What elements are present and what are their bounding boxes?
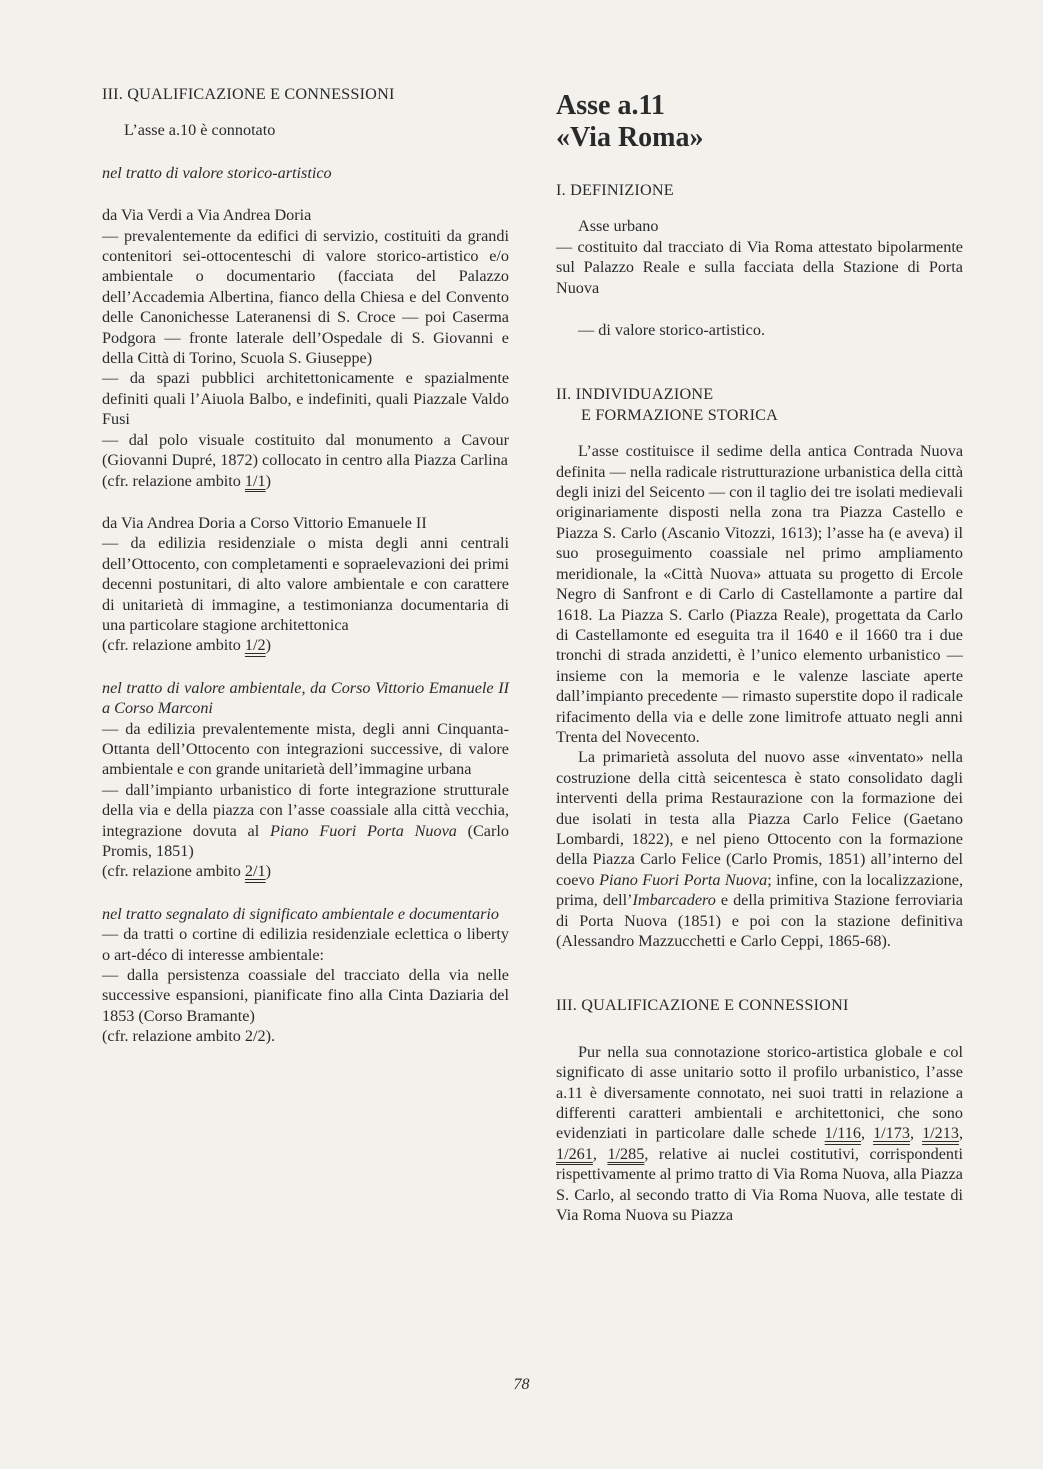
- cfr-reference-2: (cfr. relazione ambito 1/2): [102, 636, 271, 655]
- cfr-reference-4: (cfr. relazione ambito 2/2).: [102, 1027, 276, 1046]
- scheda-ref-5: 1/285: [607, 1144, 645, 1163]
- paragraph-spazi-pubblici: — da spazi pubblici architettonicamente e spazialmente definiti quali l’Aiuola Balbo, e indefiniti, quali Piazzale Valdo Fusi: [102, 369, 509, 429]
- paragraph-persistenza: — dalla persistenza coassiale del tracciato della via nelle successive espansioni, pianificate fino alla Cinta Daziaria del 1853 (Corso Bramante): [102, 966, 509, 1025]
- paragraph-storia-1: L’asse costituisce il sedime della antica Contrada Nuova definita — nella radicale ristrutturazione urbanistica della città degli inizi del Seicento — con il taglio dei tre isolati medievali originariamente disposti nella zona tra Piazza Castello e Piazza S. Carlo (Ascanio Vitozzi, 1613); l’asse ha (e aveva) il suo proseguimento coassiale nel primo ampliamento meridionale, la «Città Nuova» attuata su progetto di Ercole Negro di Sanfront e di Carlo di Castellamonte a partire dal 1618. La Piazza S. Carlo (Piazza Reale), progettata da Carlo di Castellamonte ed eseguita tra il 1640 e il 1660 tra i due tronchi di strada anzidetti, è l’unico elemento urbanistico — insieme con la memoria e le valenze lasciate aperte dall’impianto precedente — rimasto superstite dopo il radicale rifacimento della via e delle zone limitrofe attuato negli anni Trenta del Novecento.: [556, 442, 963, 746]
- scheda-ref-4: 1/261: [556, 1144, 593, 1163]
- route-doria-vittorio: da Via Andrea Doria a Corso Vittorio Emanuele II: [102, 513, 427, 532]
- cfr-reference-1: (cfr. relazione ambito 1/1): [102, 471, 271, 490]
- tratto-heading-documentario: nel tratto segnalato di significato ambientale e documentario: [102, 904, 499, 923]
- section-heading-qualificazione-right: III. QUALIFICAZIONE E CONNESSIONI: [556, 996, 849, 1015]
- paragraph-edilizia-residenziale: — da edilizia residenziale o mista degli anni centrali dell’Ottocento, con completamenti e sopraelevazioni dei primi decenni postunitari, di alto valore ambientale e con carattere di unitarietà di immagine, a testimonianza documentaria di una particolare stagione architettonica: [102, 534, 509, 634]
- asse-title: Asse a.11 «Via Roma»: [556, 90, 704, 153]
- tratto-heading-storico-artistico: nel tratto di valore storico-artistico: [102, 163, 332, 182]
- tratto-heading-ambientale: nel tratto di valore ambientale, da Corso Vittorio Emanuele II a Corso Marconi: [102, 678, 509, 718]
- paragraph-cortine: — da tratti o cortine di edilizia residenziale eclettica o liberty o art-déco di interesse ambientale:: [102, 925, 509, 964]
- right-column: [556, 84, 963, 1225]
- definition-text: — costituito dal tracciato di Via Roma attestato bipolarmente sul Palazzo Reale e sulla facciata della Stazione di Porta Nuova: [556, 237, 963, 297]
- asse-type: Asse urbano: [578, 217, 659, 236]
- value-text: — di valore storico-artistico.: [578, 321, 766, 340]
- cfr-reference-3: (cfr. relazione ambito 2/1): [102, 862, 271, 881]
- ref-link-1-1: 1/1: [244, 471, 266, 490]
- paragraph-storia-2: La primarietà assoluta del nuovo asse «inventato» nella costruzione della città seicentesca è stato consolidato dagli interventi della prima Restaurazione con la formazione dei due isolati in testa alla Piazza Carlo Felice (Gaetano Lombardi, 1822), e nel pieno Ottocento con la formazione della Piazza Carlo Felice (Carlo Promis, 1851) all’interno del coevo Piano Fuori Porta Nuova; infine, con la localizzazione, prima, dell’Imbarcadero e della primitiva Stazione ferroviaria di Porta Nuova (1851) e poi con la stazione definitiva (Alessandro Mazzucchetti e Carlo Ceppi, 1865-68).: [556, 748, 963, 950]
- ref-link-2-1: 2/1: [244, 862, 266, 881]
- intro-text: L’asse a.10 è connotato: [124, 121, 276, 140]
- section-heading-qualificazione: III. QUALIFICAZIONE E CONNESSIONI: [102, 85, 395, 103]
- paragraph-edilizia-mista: — da edilizia prevalentemente mista, degli anni Cinquanta-Ottanta dell’Ottocento con integrazioni successive, di valore ambientale e con grande unitarietà dell’immagine urbana: [102, 719, 509, 779]
- page-number: 78: [513, 1376, 530, 1393]
- left-column: [102, 84, 509, 1047]
- section-heading-individuazione: II. INDIVIDUAZIONE E FORMAZIONE STORICA: [556, 385, 779, 424]
- section-heading-definizione: I. DEFINIZIONE: [556, 181, 674, 199]
- paragraph-qualificazione: Pur nella sua connotazione storico-artistica globale e col significato di asse unitario sotto il profilo urbanistico, l’asse a.11 è diversamente connotato, nei suoi tratti in relazione a differenti caratteri ambientali e architettonici, che sono evidenziati in particolare dalle schede 1/116, 1/173, 1/213, 1/261, 1/285, relative ai nuclei costitutivi, corrispondenti rispettivamente al primo tratto di Via Roma Nuova, alla Piazza S. Carlo, al secondo tratto di Via Roma Nuova, alle testate di Via Roma Nuova su Piazza: [556, 1042, 963, 1225]
- paragraph-impianto-urbanistico: — dall’impianto urbanistico di forte integrazione strutturale della via e della piazza con l’asse coassiale alla città vecchia, integrazione dovuta al Piano Fuori Porta Nuova (Carlo Promis, 1851): [102, 780, 509, 860]
- ref-link-1-2: 1/2: [244, 636, 266, 655]
- route-verdi-doria: da Via Verdi a Via Andrea Doria: [102, 206, 312, 225]
- scheda-ref-3: 1/213: [922, 1124, 959, 1143]
- paragraph-edifici-servizio: — prevalentemente da edifici di servizio, costituiti da grandi contenitori sei-ottocenteschi di valore storico-artistico e/o ambientale o documentario (facciata del Palazzo dell’Accademia Albertina, fianco della Chiesa e del Convento delle Canonichesse Lateranensi di S. Croce — poi Caserma Podgora — fronte laterale dell’Ospedale di S. Giovanni e della Città di Torino, Scuola S. Giuseppe): [102, 226, 509, 368]
- scheda-ref-1: 1/116: [824, 1124, 861, 1143]
- scheda-ref-2: 1/173: [873, 1124, 910, 1143]
- paragraph-polo-visuale: — dal polo visuale costituito dal monumento a Cavour (Giovanni Dupré, 1872) collocato in centro alla Piazza Carlina: [102, 430, 509, 470]
